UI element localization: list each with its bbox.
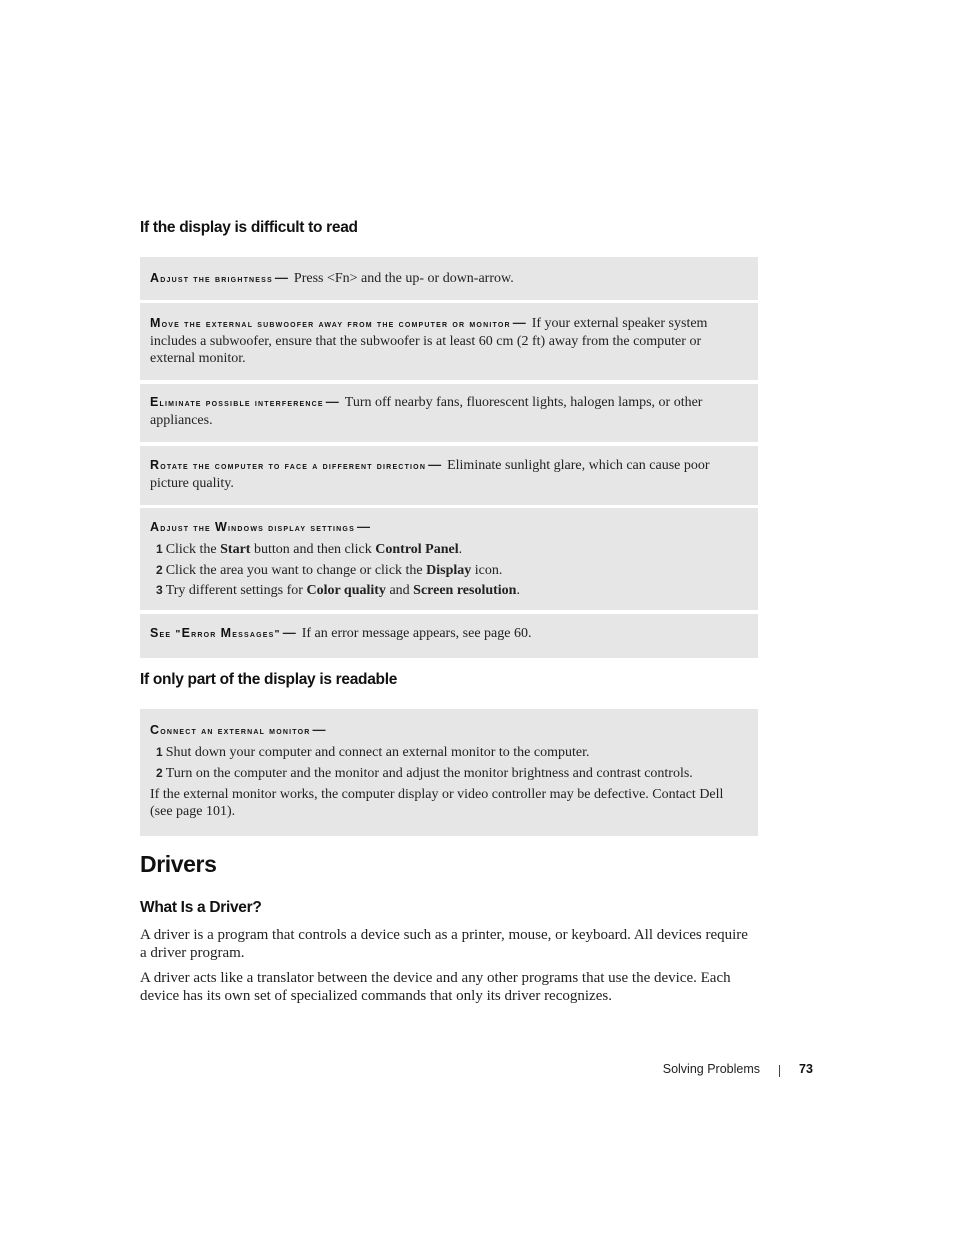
footer-divider	[779, 1065, 780, 1077]
tip-note: If the external monitor works, the computer display or video controller may be defective. Contact Dell (see page 101).	[150, 787, 724, 819]
tip-box-windows-display-settings	[140, 508, 758, 610]
section-heading-what-is-driver: What Is a Driver?	[140, 899, 262, 916]
step-item: 2 Turn on the computer and the monitor and adjust the monitor brightness and contrast controls.	[156, 765, 693, 781]
tip-body: If your external speaker system includes a subwoofer, ensure that the subwoofer is at least 60 cm (2 ft) away from the computer or external monitor.	[150, 316, 708, 366]
tip-text: Adjust the Windows display settings — 1 Click the Start button and then click Control Panel. 2 Click the area you want to change or click the Display icon. 3 Try different settings for Color quality and Screen resolution.	[150, 518, 744, 601]
step-list	[150, 539, 744, 601]
tip-text: Eliminate possible interference — Turn off nearby fans, fluorescent lights, halogen lamps, or other appliances.	[150, 394, 703, 428]
tip-text: Connect an external monitor — 1 Shut down your computer and connect an external monitor to the computer. 2 Turn on the computer and the monitor and adjust the monitor brightness and contrast controls. If the external monitor works, the computer display or video controller may be defective. Contact Dell (see page 101).	[150, 721, 744, 820]
paragraph-driver-translator: A driver acts like a translator between the device and any other programs that use the device. Each device has its own set of specialized commands that only its driver recognizes.	[140, 970, 731, 1004]
tip-body: Press <Fn> and the up- or down-arrow.	[293, 271, 514, 286]
tip-body: Eliminate sunlight glare, which can cause poor picture quality.	[150, 458, 710, 491]
step-item: 3 Try different settings for Color quality and Screen resolution.	[156, 583, 520, 598]
tip-box-move-subwoofer	[140, 303, 758, 380]
tip-body: If an error message appears, see page 60.	[301, 626, 532, 641]
step-item: 1 Shut down your computer and connect an external monitor to the computer.	[156, 745, 590, 760]
step-item: 1 Click the Start button and then click Control Panel.	[156, 542, 463, 557]
tip-box-error-messages	[140, 614, 758, 658]
tip-title: See "Error Messages"	[150, 626, 281, 640]
step-list	[150, 742, 744, 783]
tip-title: Adjust the Windows display settings	[150, 520, 355, 534]
tip-box-connect-external-monitor	[140, 709, 758, 836]
tip-title: Eliminate possible interference	[150, 395, 324, 409]
tip-text: Move the external subwoofer away from the computer or monitor — If your external speaker system includes a subwoofer, ensure that the subwoofer is at least 60 cm (2 ft) away from the computer or external monitor.	[150, 315, 708, 366]
tip-title: Move the external subwoofer away from the computer or monitor	[150, 316, 511, 330]
tip-text: See "Error Messages" — If an error message appears, see page 60.	[150, 625, 532, 641]
page-footer	[0, 1062, 954, 1082]
chapter-heading-drivers: Drivers	[140, 851, 217, 877]
tip-box-adjust-brightness	[140, 257, 758, 300]
section-heading-display-partial: If only part of the display is readable	[140, 671, 398, 688]
step-item: 2 Click the area you want to change or click the Display icon.	[156, 562, 503, 578]
tip-box-eliminate-interference	[140, 384, 758, 442]
tip-text: Adjust the brightness — Press <Fn> and the up- or down-arrow.	[150, 270, 514, 286]
tip-title: Rotate the computer to face a different direction	[150, 458, 427, 472]
footer-chapter-title: Solving Problems	[662, 1062, 760, 1076]
tip-text: Rotate the computer to face a different direction — Eliminate sunlight glare, which can cause poor picture quality.	[150, 457, 710, 491]
page-number: 73	[799, 1062, 813, 1076]
tip-title: Adjust the brightness	[150, 271, 273, 285]
tip-title: Connect an external monitor	[150, 723, 311, 737]
tip-box-rotate-computer	[140, 446, 758, 505]
paragraph-driver-definition: A driver is a program that controls a device such as a printer, mouse, or keyboard. All devices require a driver program.	[140, 927, 748, 961]
tip-body: Turn off nearby fans, fluorescent lights, halogen lamps, or other appliances.	[150, 395, 703, 428]
section-heading-display-difficult: If the display is difficult to read	[140, 219, 358, 236]
